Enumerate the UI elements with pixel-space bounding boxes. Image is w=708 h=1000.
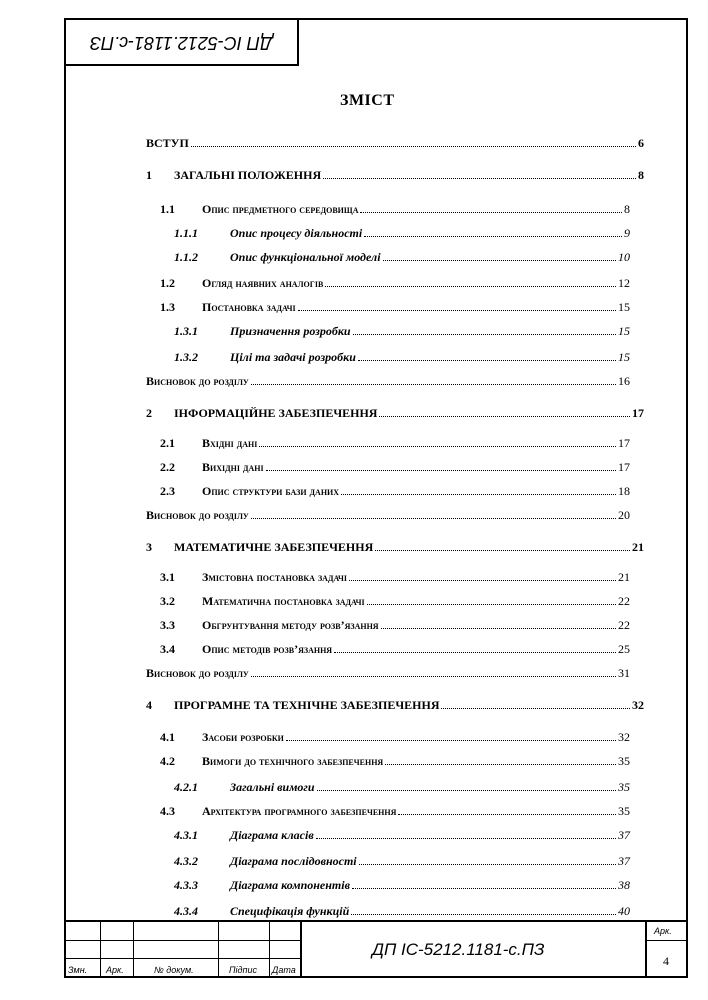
toc-entry-number: 3 [146, 540, 152, 554]
toc-entry-page: 15 [618, 300, 630, 314]
toc-leader-dots [349, 580, 616, 581]
toc-entry-number: 4.3.3 [174, 878, 198, 892]
toc-leader-dots [325, 286, 616, 287]
toc-leader-dots [191, 146, 636, 147]
toc-entry-title: Діаграма послідовності [230, 854, 357, 868]
toc-entry-page: 8 [638, 168, 644, 182]
toc-entry [174, 248, 630, 264]
toc-entry-title: Обгрунтування методу розв’язання [202, 618, 379, 632]
toc-entry-page: 35 [618, 780, 630, 794]
toc-entry-title: Призначення розробки [230, 324, 351, 338]
title-block-label-date: Дата [272, 965, 296, 975]
toc-entry-title: ЗАГАЛЬНІ ПОЛОЖЕННЯ [174, 168, 322, 182]
toc-entry-number: 2.3 [160, 484, 175, 498]
toc-entry-title: Опис процесу діяльності [230, 226, 363, 240]
toc-leader-dots [375, 550, 630, 551]
toc-leader-dots [383, 260, 616, 261]
toc-entry [160, 434, 630, 450]
toc-entry-page: 35 [618, 804, 630, 818]
toc-leader-dots [251, 518, 616, 519]
toc-entry-number: 1.1.2 [174, 250, 198, 264]
toc-entry-title: Вимоги до технічного забезпечення [202, 754, 384, 768]
toc-leader-dots [359, 864, 616, 865]
toc-entry [160, 640, 630, 656]
toc-entry [146, 664, 630, 680]
toc-entry [146, 404, 644, 420]
toc-entry-number: 3.3 [160, 618, 175, 632]
toc-entry-title: Висновок до розділу [146, 508, 249, 522]
toc-entry [160, 752, 630, 768]
toc-entry-number: 4.3.2 [174, 854, 198, 868]
toc-leader-dots [367, 604, 616, 605]
toc-entry-number: 3.4 [160, 642, 175, 656]
toc-leader-dots [353, 334, 616, 335]
toc-entry-title: Огляд наявних аналогів [202, 276, 324, 290]
toc-entry-number: 1.3.1 [174, 324, 198, 338]
toc-entry-number: 4 [146, 698, 152, 712]
toc-entry-page: 22 [618, 594, 630, 608]
toc-leader-dots [351, 914, 616, 915]
title-block-label-change: Змн. [68, 965, 88, 975]
rotated-stamp-text: ДП ІС-5212.1181-с.ПЗ [90, 32, 273, 53]
toc-entry [160, 458, 630, 474]
toc-entry-page: 25 [618, 642, 630, 656]
toc-entry-page: 16 [618, 374, 630, 388]
toc-entry-page: 31 [618, 666, 630, 680]
toc-leader-dots [266, 470, 616, 471]
toc-entry-title: Математична постановка задачі [202, 594, 365, 608]
toc-entry-page: 6 [638, 136, 644, 150]
toc-entry-title: Опис предметного середовища [202, 202, 359, 216]
title-block-sheet-label: Арк. [654, 926, 672, 936]
toc-entry [174, 224, 630, 240]
toc-entry-title: МАТЕМАТИЧНЕ ЗАБЕЗПЕЧЕННЯ [174, 540, 374, 554]
rotated-stamp-box [66, 20, 299, 66]
toc-leader-dots [398, 814, 616, 815]
toc-leader-dots [259, 446, 616, 447]
toc-entry [160, 802, 630, 818]
toc-entry-title: Висновок до розділу [146, 666, 249, 680]
toc-entry-number: 4.2 [160, 754, 175, 768]
toc-leader-dots [379, 416, 630, 417]
toc-leader-dots [385, 764, 616, 765]
toc-leader-dots [441, 708, 630, 709]
toc-entry-title: ІНФОРМАЦІЙНЕ ЗАБЕЗПЕЧЕННЯ [174, 406, 378, 420]
toc-leader-dots [364, 236, 622, 237]
toc-entry [146, 166, 644, 182]
toc-entry-number: 3.1 [160, 570, 175, 584]
toc-entry [146, 372, 630, 388]
toc-leader-dots [352, 888, 616, 889]
toc-entry-page: 35 [618, 754, 630, 768]
toc-entry-page: 37 [618, 854, 630, 868]
toc-entry-number: 4.3 [160, 804, 175, 818]
toc-entry-title: Висновок до розділу [146, 374, 249, 388]
toc-entry-page: 9 [624, 226, 630, 240]
toc-entry-page: 17 [618, 460, 630, 474]
toc-leader-dots [360, 212, 622, 213]
title-block-label-docnum: № докум. [154, 965, 194, 975]
toc-entry [146, 538, 644, 554]
toc-entry-title: ПРОГРАМНЕ ТА ТЕХНІЧНЕ ЗАБЕЗПЕЧЕННЯ [174, 698, 440, 712]
toc-entry-title: Опис структури бази даних [202, 484, 340, 498]
toc-entry-number: 1.3 [160, 300, 175, 314]
title-block-label-signature: Підпис [229, 965, 257, 975]
toc-entry-title: Діаграма компонентів [230, 878, 350, 892]
toc-entry-number: 4.3.4 [174, 904, 198, 918]
toc-entry-page: 21 [618, 570, 630, 584]
toc-entry [160, 200, 630, 216]
toc-entry-title: Опис функціональної моделі [230, 250, 381, 264]
toc-leader-dots [323, 178, 636, 179]
toc-entry-page: 15 [618, 324, 630, 338]
toc-entry-title: ВСТУП [146, 136, 189, 150]
toc-entry-number: 2.1 [160, 436, 175, 450]
toc-leader-dots [251, 384, 616, 385]
toc-entry [160, 274, 630, 290]
toc-entry-number: 2 [146, 406, 152, 420]
toc-entry [146, 506, 630, 522]
toc-entry-number: 4.3.1 [174, 828, 198, 842]
toc-entry-title: Цілі та задачі розробки [230, 350, 356, 364]
toc-entry-title: Змістовна постановка задачі [202, 570, 348, 584]
toc-entry-page: 18 [618, 484, 630, 498]
toc-entry [174, 348, 630, 364]
toc-entry-page: 10 [618, 250, 630, 264]
toc-entry-page: 15 [618, 350, 630, 364]
toc-entry-number: 3.2 [160, 594, 175, 608]
toc-entry-title: Вихідні дані [202, 460, 264, 474]
toc-entry-page: 40 [618, 904, 630, 918]
toc-entry-number: 1.2 [160, 276, 175, 290]
toc-entry-number: 1.1 [160, 202, 175, 216]
toc-title: ЗМІСТ [340, 92, 395, 109]
toc-entry [160, 482, 630, 498]
toc-entry-page: 20 [618, 508, 630, 522]
toc-entry [146, 134, 644, 150]
toc-entry-title: Архітектура програмного забезпечення [202, 804, 397, 818]
toc-entry-title: Вхідні дані [202, 436, 258, 450]
toc-entry [160, 728, 630, 744]
title-block-doc-code: ДП ІС-5212.1181-с.ПЗ [372, 940, 545, 959]
toc-entry-number: 2.2 [160, 460, 175, 474]
toc-leader-dots [381, 628, 616, 629]
toc-entry-title: Специфікація функцій [230, 904, 350, 918]
toc-entry-page: 8 [624, 202, 630, 216]
toc-entry-number: 4.2.1 [174, 780, 198, 794]
toc-leader-dots [316, 838, 616, 839]
toc-entry [174, 852, 630, 868]
toc-entry [174, 876, 630, 892]
toc-entry-page: 17 [618, 436, 630, 450]
toc-entry-page: 22 [618, 618, 630, 632]
toc-entry-title: Опис методів розв’язання [202, 642, 333, 656]
toc-leader-dots [358, 360, 616, 361]
toc-entry [174, 902, 630, 918]
toc-leader-dots [334, 652, 616, 653]
toc-entry-page: 38 [618, 878, 630, 892]
toc-entry-title: Постановка задачі [202, 300, 296, 314]
toc-entry-title: Загальні вимоги [230, 780, 315, 794]
title-block [66, 920, 686, 976]
toc-entry [160, 592, 630, 608]
title-block-label-sheet: Арк. [106, 965, 124, 975]
toc-entry-number: 1.3.2 [174, 350, 198, 364]
toc-entry-page: 12 [618, 276, 630, 290]
toc-entry-page: 17 [632, 406, 644, 420]
toc-entry-page: 32 [618, 730, 630, 744]
toc-leader-dots [286, 740, 616, 741]
toc-entry [174, 322, 630, 338]
toc-entry-number: 1 [146, 168, 152, 182]
toc-entry [146, 696, 644, 712]
title-block-sheet-number: 4 [663, 954, 669, 968]
toc-entry-page: 32 [632, 698, 644, 712]
toc-entry-title: Засоби розробки [202, 730, 284, 744]
toc-entry [160, 568, 630, 584]
toc-entry [160, 298, 630, 314]
toc-leader-dots [251, 676, 616, 677]
toc-entry-page: 21 [632, 540, 644, 554]
toc-leader-dots [341, 494, 616, 495]
toc-entry-number: 1.1.1 [174, 226, 198, 240]
toc-leader-dots [298, 310, 616, 311]
toc-entry-page: 37 [618, 828, 630, 842]
toc-entry [174, 826, 630, 842]
toc-entry [174, 778, 630, 794]
toc-leader-dots [317, 790, 616, 791]
toc-entry-number: 4.1 [160, 730, 175, 744]
toc-entry-title: Діаграма класів [230, 828, 314, 842]
toc-entry [160, 616, 630, 632]
